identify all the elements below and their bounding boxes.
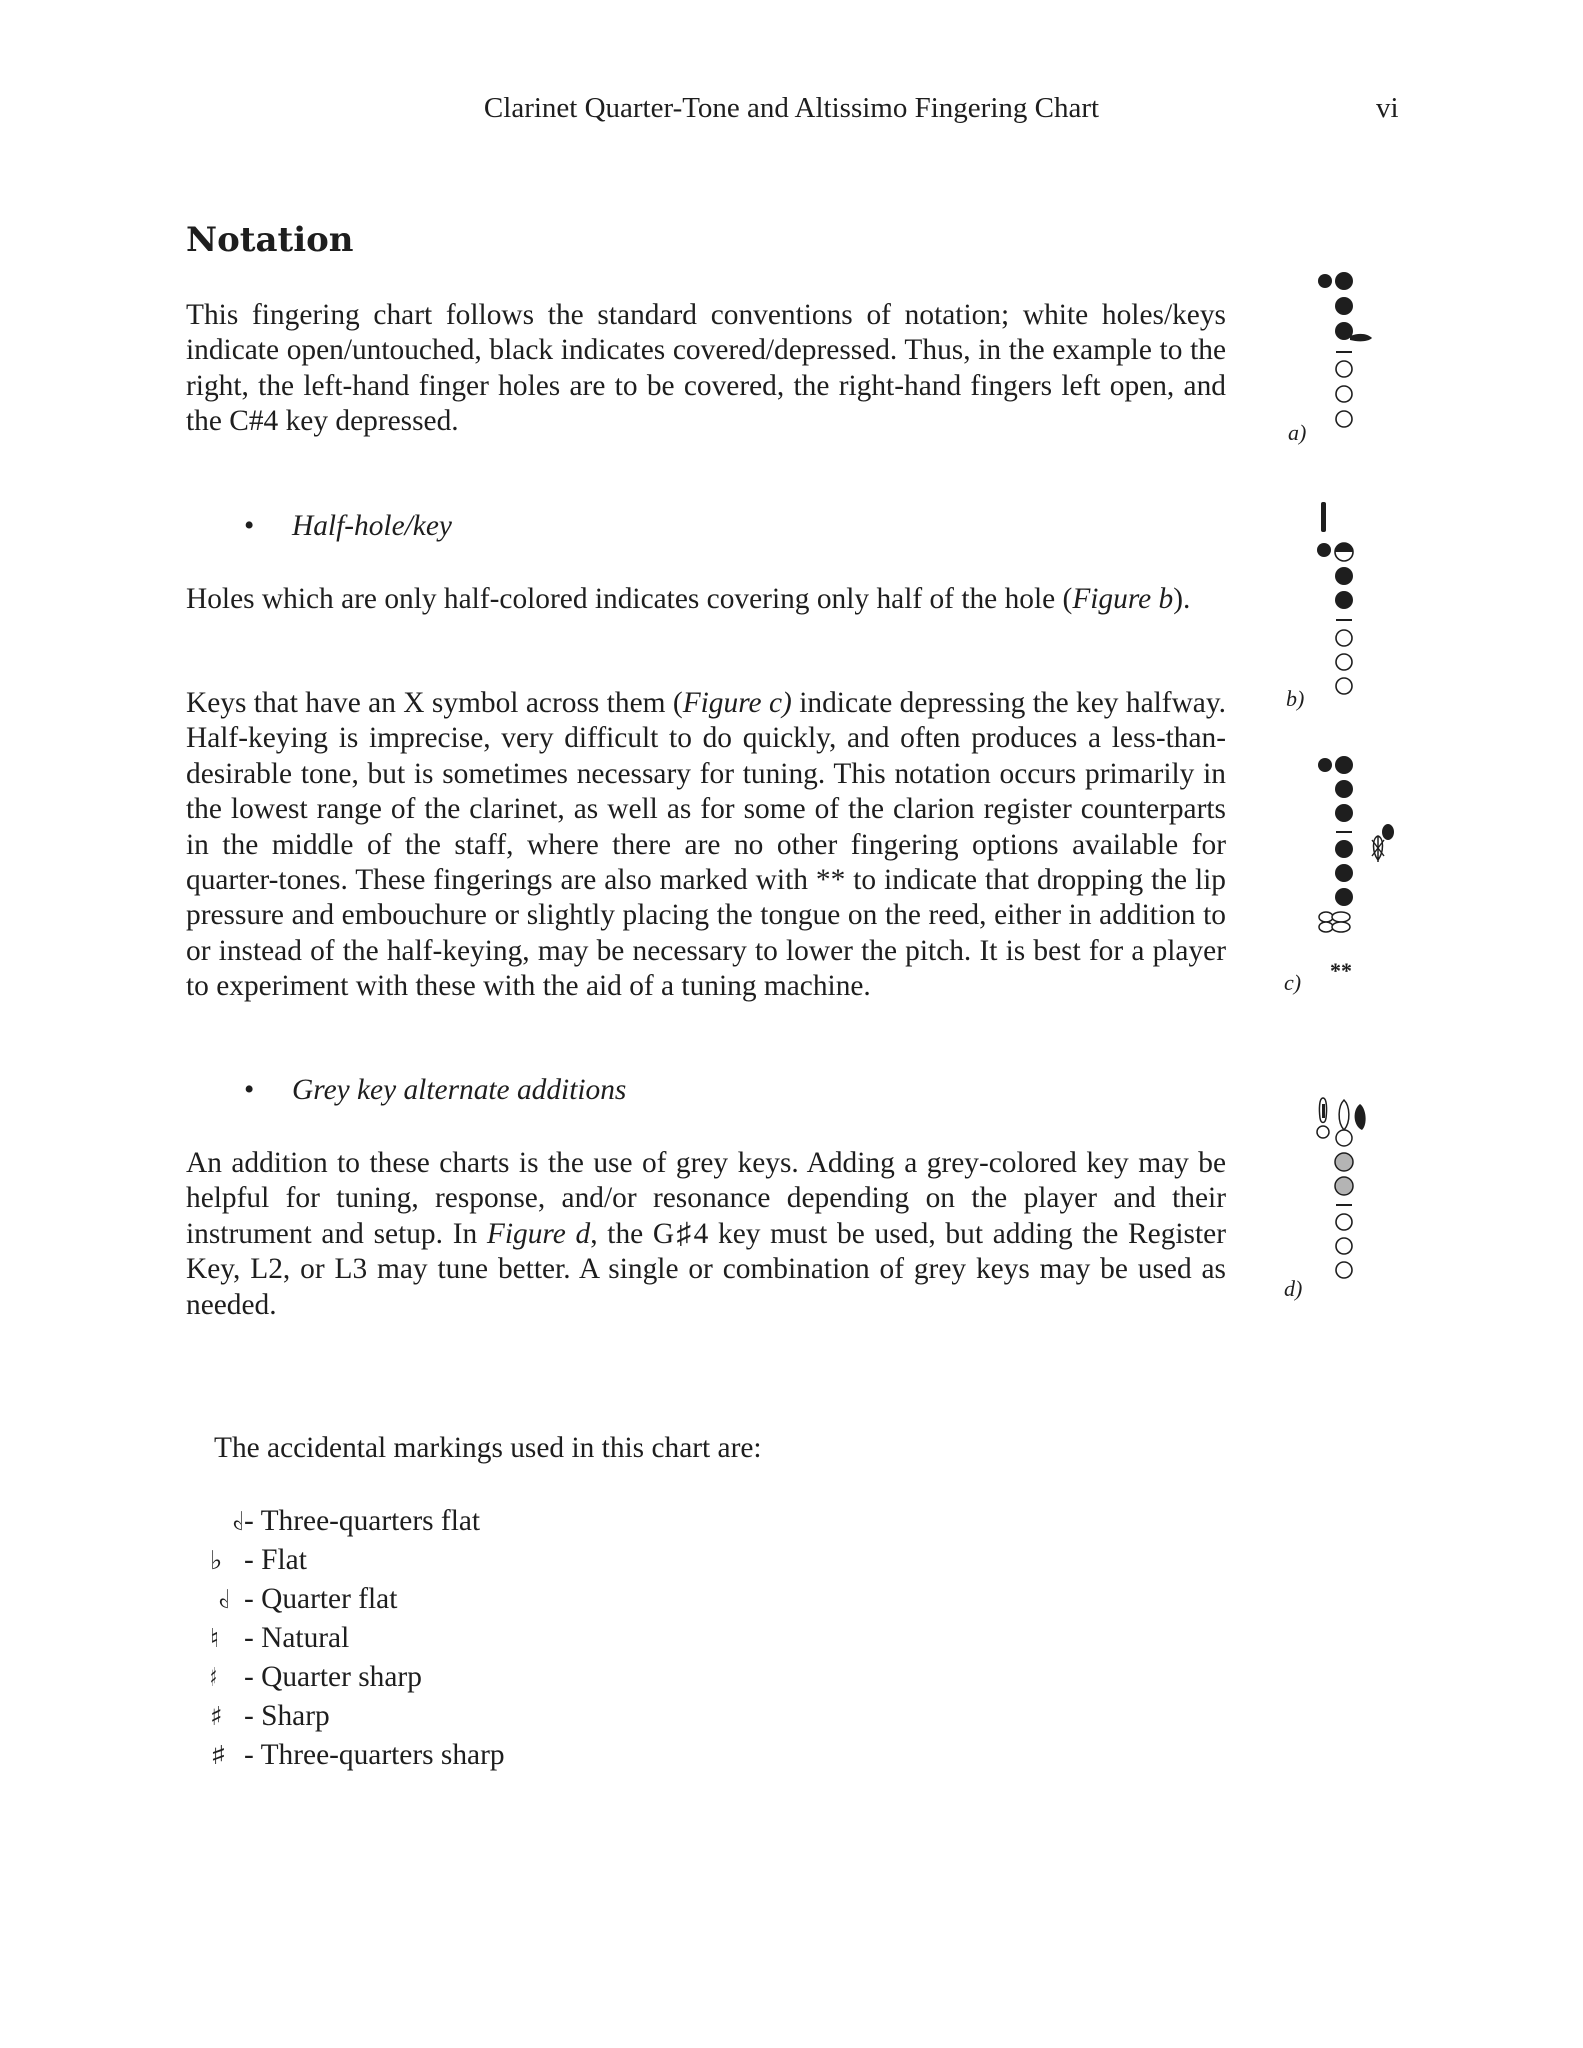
bullet-label: Grey key alternate additions [292,1074,627,1106]
quarter-sharp-icon: ♯ [210,1663,217,1693]
fingering-diagram-d [1310,1090,1400,1290]
accidental-label: - Three-quarters flat [244,1505,481,1537]
fingering-diagram-b [1310,500,1390,700]
bullet-dot: • [244,1074,255,1106]
fingering-diagram-a [1310,268,1390,438]
fingering-diagram-c [1310,752,1420,942]
accidental-label: - Flat [244,1544,307,1576]
three-quarters-sharp-icon: ♯ [210,1741,228,1771]
figure-label-c: c) [1284,970,1302,995]
bullet-dot: • [244,510,255,542]
sharp-icon: ♯ [210,1702,223,1732]
paragraph-notation-intro: This fingering chart follows the standard conventions of notation; white holes/keys indicate open/untouched, black indicates covered/depressed. Thus, in the example to the right, the left-hand finger holes are to be covered, the right-hand fingers left open, and the C#4 key depressed. [186,299,1226,438]
page-number: vi [1376,92,1399,124]
section-heading: Notation [186,220,354,260]
lip-pressure-marking: ** [1330,958,1352,983]
figure-label-a: a) [1288,420,1307,445]
three-quarters-flat-icon: ♭ [241,1507,244,1537]
natural-icon: ♮ [210,1624,220,1654]
accidental-row [210,1700,330,1733]
figure-label-d: d) [1284,1276,1303,1301]
accidental-label: - Quarter flat [244,1583,398,1615]
paragraph-half-hole: Holes which are only half-colored indicates covering only half of the hole (Figure b). [186,583,1191,615]
accidental-row [210,1544,307,1577]
paragraph-half-key: Keys that have an X symbol across them (Figure c) indicate depressing the key halfway. Half-keying is imprecise, very difficult to do quickly, and often produces a less-than-desirable tone, but is sometimes necessary for tuning. This notation occurs primarily in the lowest range of the clarinet, as well as for some of the clarion register counterparts in the middle of the staff, where there are no other fingering options available for quarter-tones. These fingerings are also marked with ** to indicate that dropping the lip pressure and embouchure or slightly placing the tongue on the reed, either in addition to or instead of the half-keying, may be necessary to lower the pitch. It is best for a player to experiment with these with the aid of a tuning machine. [186,687,1226,1003]
accidental-row [210,1505,480,1538]
bullet-label: Half-hole/key [292,510,452,542]
paragraph-grey-keys: An addition to these charts is the use of grey keys. Adding a grey-colored key may be helpful for tuning, response, and/or resonance depending on the player and their instrument and setup. In Figure d, the G♯4 key must be used, but adding the Register Key, L2, or L3 may tune better. A single or combination of grey keys may be used as needed. [186,1147,1226,1321]
figure-label-b: b) [1286,686,1305,711]
accidental-label: - Three-quarters sharp [244,1739,505,1771]
accidental-row [210,1739,505,1772]
accidental-label: - Sharp [244,1700,330,1732]
accidentals-intro: The accidental markings used in this chart are: [214,1432,762,1464]
running-header-title: Clarinet Quarter-Tone and Altissimo Fingering Chart [483,92,1100,124]
accidental-row [210,1661,422,1694]
accidental-row [210,1583,397,1616]
flat-icon: ♭ [210,1546,223,1576]
accidental-row [210,1622,349,1655]
accidental-label: - Natural [244,1622,350,1654]
accidental-label: - Quarter sharp [244,1661,422,1693]
quarter-flat-icon: ♭ [217,1585,230,1615]
